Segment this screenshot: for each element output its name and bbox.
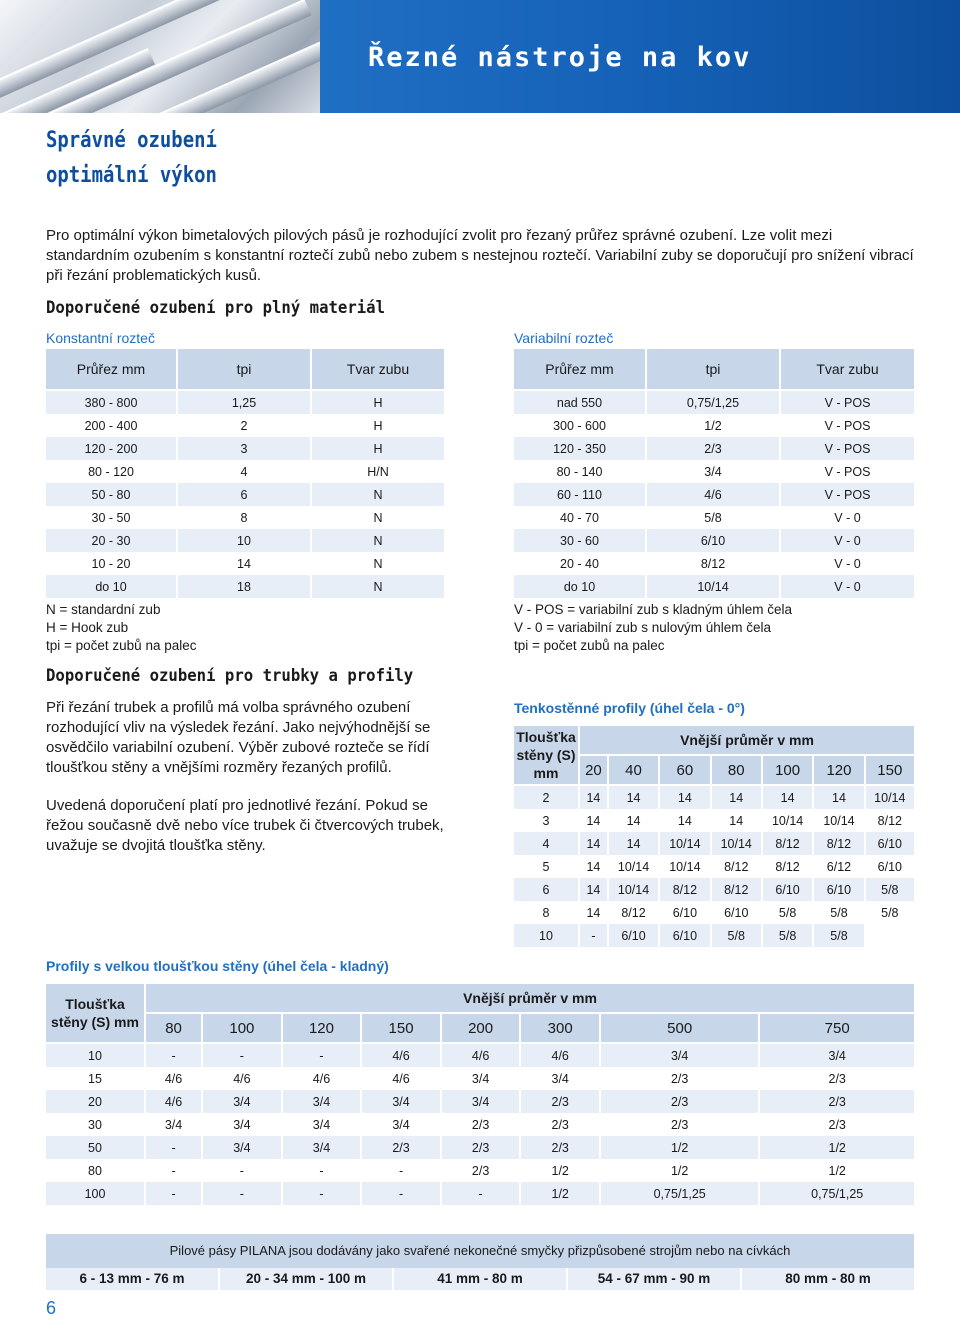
table-cell: 0,75/1,25 <box>760 1182 914 1205</box>
table-cell: 3/4 <box>362 1113 442 1136</box>
legend-h: H = Hook zub <box>46 620 129 635</box>
table-cell: 10/14 <box>763 809 814 832</box>
table-cell: 14 <box>712 809 763 832</box>
table-cell: 1/2 <box>601 1159 760 1182</box>
col-header-tooth-shape: Tvar zubu <box>312 349 444 391</box>
table-row <box>514 460 914 483</box>
table-cell: 14 <box>609 809 660 832</box>
table-cell: - <box>146 1159 203 1182</box>
thin-profiles-label: Tenkostěnné profily (úhel čela - 0°) <box>514 700 745 716</box>
table-cell: 120 - 200 <box>46 437 178 460</box>
col-header-outer-diameter: Vnější průměr v mm <box>580 726 914 756</box>
table-cell: 3/4 <box>203 1136 283 1159</box>
table-row <box>46 552 444 575</box>
table-cell: 2/3 <box>760 1090 914 1113</box>
table-row <box>46 1067 914 1090</box>
table-cell: 3/4 <box>601 1044 760 1067</box>
footer-size-item: 20 - 34 mm - 100 m <box>220 1268 394 1290</box>
table-cell: 3/4 <box>647 460 781 483</box>
table-cell: 200 - 400 <box>46 414 178 437</box>
table-cell: - <box>146 1136 203 1159</box>
table-cell: do 10 <box>46 575 178 598</box>
table-cell: V - POS <box>781 437 914 460</box>
col-header-tpi: tpi <box>178 349 312 391</box>
table-cell: 5/8 <box>866 878 914 901</box>
table-row <box>514 575 914 598</box>
table-cell: H <box>312 437 444 460</box>
table-cell: 14 <box>763 786 814 809</box>
table-row <box>46 506 444 529</box>
table-cell: 30 - 60 <box>514 529 647 552</box>
footer-size-item: 41 mm - 80 m <box>394 1268 568 1290</box>
table-cell: 6/10 <box>647 529 781 552</box>
table-cell: 300 - 600 <box>514 414 647 437</box>
table-cell: 4 <box>514 832 580 855</box>
table-cell: - <box>442 1182 522 1205</box>
table-cell: 14 <box>580 878 609 901</box>
table-cell: 10 <box>514 924 580 947</box>
table-cell: 4/6 <box>647 483 781 506</box>
table-cell: 3/4 <box>146 1113 203 1136</box>
table-cell: 4/6 <box>362 1067 442 1090</box>
heading-line2: optimální výkon <box>46 163 217 188</box>
table-cell: - <box>580 924 609 947</box>
col-header-diameter: 20 <box>580 756 609 786</box>
table-cell: 80 - 120 <box>46 460 178 483</box>
col-header-cross-section: Průřez mm <box>46 349 178 391</box>
table-cell: V - POS <box>781 391 914 414</box>
table-row <box>46 1044 914 1067</box>
table-cell: 5/8 <box>866 901 914 924</box>
table-row <box>46 483 444 506</box>
table-cell: 80 - 140 <box>514 460 647 483</box>
table-cell: 3/4 <box>442 1090 522 1113</box>
table-row <box>514 437 914 460</box>
thin-profiles-table <box>514 726 914 947</box>
table-cell: - <box>283 1182 363 1205</box>
table-row <box>514 414 914 437</box>
table-cell: 8/12 <box>609 901 660 924</box>
table-row <box>514 832 914 855</box>
table-row <box>46 460 444 483</box>
table-cell: 2/3 <box>442 1136 522 1159</box>
col-header-diameter: 60 <box>660 756 711 786</box>
col-header-diameter: 200 <box>442 1014 522 1044</box>
variable-pitch-table <box>514 349 914 598</box>
table-cell: 80 <box>46 1159 146 1182</box>
table-cell: 14 <box>580 901 609 924</box>
table-cell: V - 0 <box>781 506 914 529</box>
footer-sizes-row <box>46 1268 914 1290</box>
col-header-cross-section: Průřez mm <box>514 349 647 391</box>
table-cell: 8/12 <box>712 855 763 878</box>
table-row <box>514 483 914 506</box>
table-cell: 14 <box>660 786 711 809</box>
table-cell: 2/3 <box>760 1113 914 1136</box>
table-cell: 6/10 <box>660 901 711 924</box>
table-cell: 2/3 <box>601 1113 760 1136</box>
col-header-wall-thickness: Tloušťka stěny (S) mm <box>514 726 580 786</box>
table-row <box>46 529 444 552</box>
table-row <box>514 855 914 878</box>
legend-v-pos: V - POS = variabilní zub s kladným úhlem čela <box>514 602 792 617</box>
table-cell: N <box>312 529 444 552</box>
table-cell: 30 - 50 <box>46 506 178 529</box>
table-cell: 14 <box>580 786 609 809</box>
table-cell: 20 - 30 <box>46 529 178 552</box>
table-cell: 8/12 <box>660 878 711 901</box>
page-number: 6 <box>46 1298 57 1318</box>
legend-tpi: tpi = počet zubů na palec <box>514 638 665 653</box>
table-cell: 3/4 <box>283 1113 363 1136</box>
table-cell: 8 <box>514 901 580 924</box>
table-row <box>46 1136 914 1159</box>
table-cell: 1/2 <box>647 414 781 437</box>
col-header-wall-thickness: Tloušťka stěny (S) mm <box>46 984 146 1044</box>
table-cell: H <box>312 391 444 414</box>
table-row <box>46 1159 914 1182</box>
table-cell: 8/12 <box>866 809 914 832</box>
table-cell: 2/3 <box>521 1090 601 1113</box>
thick-profiles-label: Profily s velkou tloušťkou stěny (úhel čela - kladný) <box>46 958 389 974</box>
table-cell: 50 - 80 <box>46 483 178 506</box>
table-cell: 2/3 <box>601 1067 760 1090</box>
table-cell: 6 <box>178 483 312 506</box>
table-row <box>514 901 914 924</box>
table-cell: 4/6 <box>442 1044 522 1067</box>
table-cell: 1/2 <box>760 1159 914 1182</box>
table-cell: 3 <box>178 437 312 460</box>
table-cell: 5/8 <box>763 901 814 924</box>
table-cell: 2/3 <box>601 1090 760 1113</box>
col-header-diameter: 40 <box>609 756 660 786</box>
table-cell: V - 0 <box>781 529 914 552</box>
table-cell: nad 550 <box>514 391 647 414</box>
table-cell: 3/4 <box>203 1113 283 1136</box>
table-cell: 3/4 <box>362 1090 442 1113</box>
table-cell: N <box>312 483 444 506</box>
table-row <box>46 437 444 460</box>
table-cell: N <box>312 552 444 575</box>
table-cell: 3/4 <box>760 1044 914 1067</box>
constant-pitch-label: Konstantní rozteč <box>46 330 155 346</box>
table-cell: 6/10 <box>660 924 711 947</box>
table-cell: H/N <box>312 460 444 483</box>
table-cell: 2/3 <box>442 1113 522 1136</box>
table-row <box>46 414 444 437</box>
legend-n: N = standardní zub <box>46 602 161 617</box>
table-cell: 6/10 <box>866 832 914 855</box>
table-cell: 4/6 <box>362 1044 442 1067</box>
table-cell: 20 <box>46 1090 146 1113</box>
table-row <box>514 786 914 809</box>
table-cell: 2/3 <box>362 1136 442 1159</box>
table-cell: 14 <box>178 552 312 575</box>
col-header-tooth-shape: Tvar zubu <box>781 349 914 391</box>
variable-legend <box>514 601 792 655</box>
intro-paragraph: Pro optimální výkon bimetalových pilových pásů je rozhodující zvolit pro řezaný průřez správné ozubení. Lze volit mezi standardním ozubením s konstantní roztečí zubů nebo zubem s nestejnou roztečí. Variabilní zuby se doporučují pro snížení vibrací při řezání problematických kusů. <box>46 227 914 284</box>
table-row <box>46 1182 914 1205</box>
table-cell: V - POS <box>781 414 914 437</box>
col-header-diameter: 150 <box>866 756 914 786</box>
table-cell: - <box>203 1182 283 1205</box>
col-header-diameter: 80 <box>712 756 763 786</box>
table-cell: 3/4 <box>203 1090 283 1113</box>
table-cell: 10/14 <box>660 832 711 855</box>
table-cell: 3 <box>514 809 580 832</box>
table-cell: 8/12 <box>814 832 865 855</box>
table-cell: 18 <box>178 575 312 598</box>
table-row <box>46 575 444 598</box>
footer-note: Pilové pásy PILANA jsou dodávány jako svařené nekonečné smyčky přizpůsobené strojům nebo na cívkách <box>46 1234 914 1268</box>
table-cell: 10/14 <box>609 855 660 878</box>
table-row <box>514 506 914 529</box>
col-header-diameter: 80 <box>146 1014 203 1044</box>
table-cell: 6/10 <box>814 878 865 901</box>
header-photo-saw-blades <box>0 0 320 113</box>
solid-section-title: Doporučené ozubení pro plný materiál <box>46 298 385 318</box>
table-cell: 2 <box>178 414 312 437</box>
table-cell: - <box>283 1159 363 1182</box>
col-header-diameter: 120 <box>283 1014 363 1044</box>
table-cell: 0,75/1,25 <box>601 1182 760 1205</box>
table-cell: 6/10 <box>763 878 814 901</box>
legend-tpi: tpi = počet zubů na palec <box>46 638 197 653</box>
table-cell: N <box>312 575 444 598</box>
table-row <box>46 391 444 414</box>
table-cell: 4/6 <box>521 1044 601 1067</box>
table-cell: 40 - 70 <box>514 506 647 529</box>
table-cell: 8/12 <box>647 552 781 575</box>
table-cell: - <box>362 1159 442 1182</box>
table-cell: H <box>312 414 444 437</box>
footer-size-item: 6 - 13 mm - 76 m <box>46 1268 220 1290</box>
page-title: Řezné nástroje na kov <box>368 42 752 73</box>
heading-line1: Správné ozubení <box>46 128 217 153</box>
table-cell: 10/14 <box>866 786 914 809</box>
table-cell: 100 <box>46 1182 146 1205</box>
table-cell: 0,75/1,25 <box>647 391 781 414</box>
constant-legend <box>46 601 196 655</box>
table-cell: do 10 <box>514 575 647 598</box>
table-cell: 14 <box>580 855 609 878</box>
table-row <box>46 1090 914 1113</box>
table-cell: 4/6 <box>146 1067 203 1090</box>
table-cell: 6/12 <box>814 855 865 878</box>
table-cell: 2 <box>514 786 580 809</box>
table-cell: 10 - 20 <box>46 552 178 575</box>
table-cell: - <box>146 1182 203 1205</box>
table-cell: 5/8 <box>814 924 865 947</box>
table-cell: 1/2 <box>760 1136 914 1159</box>
table-cell: 10/14 <box>712 832 763 855</box>
table-cell: 1/2 <box>601 1136 760 1159</box>
table-cell: V - POS <box>781 483 914 506</box>
table-cell: 3/4 <box>283 1090 363 1113</box>
tubes-paragraph-2: Uvedená doporučení platí pro jednotlivé řezání. Pokud se řežou současně dvě nebo více trubek či čtvercových trubek, uvažuje se dvojitá tloušťka stěny. <box>46 797 444 854</box>
col-header-diameter: 500 <box>601 1014 760 1044</box>
col-header-diameter: 750 <box>760 1014 914 1044</box>
table-cell: 14 <box>580 809 609 832</box>
table-cell: 4 <box>178 460 312 483</box>
table-cell: 5 <box>514 855 580 878</box>
table-cell: 10/14 <box>814 809 865 832</box>
col-header-outer-diameter: Vnější průměr v mm <box>146 984 914 1014</box>
table-row <box>46 1113 914 1136</box>
table-cell: V - POS <box>781 460 914 483</box>
table-cell: 50 <box>46 1136 146 1159</box>
table-cell: - <box>283 1044 363 1067</box>
table-cell: 6 <box>514 878 580 901</box>
table-cell: 5/8 <box>763 924 814 947</box>
table-cell: 15 <box>46 1067 146 1090</box>
table-cell: 5/8 <box>814 901 865 924</box>
table-cell: 1/2 <box>521 1159 601 1182</box>
table-cell: 10/14 <box>609 878 660 901</box>
table-cell: 2/3 <box>521 1113 601 1136</box>
tubes-section-title: Doporučené ozubení pro trubky a profily <box>46 666 414 686</box>
table-row <box>514 924 914 947</box>
table-cell: 14 <box>609 786 660 809</box>
table-cell: 8/12 <box>763 855 814 878</box>
table-row <box>514 552 914 575</box>
table-row <box>514 391 914 414</box>
constant-pitch-table <box>46 349 444 598</box>
table-cell: 3/4 <box>442 1067 522 1090</box>
table-cell: 8/12 <box>763 832 814 855</box>
col-header-diameter: 120 <box>814 756 865 786</box>
table-cell: 2/3 <box>760 1067 914 1090</box>
table-cell: - <box>203 1159 283 1182</box>
table-cell: 10 <box>178 529 312 552</box>
table-cell: 2/3 <box>521 1136 601 1159</box>
thick-profiles-table <box>46 984 914 1205</box>
variable-pitch-label: Variabilní rozteč <box>514 330 614 346</box>
table-cell: 120 - 350 <box>514 437 647 460</box>
table-row <box>514 878 914 901</box>
tubes-paragraph-1: Při řezání trubek a profilů má volba správného ozubení rozhodující vliv na výsledek řezání. Jako nejvýhodnější se osvědčilo variabilní ozubení. Výběr zubové rozteče se řídí tloušťkou stěny a vnějšími rozměry řezaných profilů. <box>46 699 431 776</box>
table-cell: 14 <box>712 786 763 809</box>
table-cell: 10 <box>46 1044 146 1067</box>
table-cell: 14 <box>580 832 609 855</box>
table-cell: - <box>203 1044 283 1067</box>
table-cell: - <box>362 1182 442 1205</box>
table-cell: V - 0 <box>781 575 914 598</box>
table-cell: 30 <box>46 1113 146 1136</box>
table-cell: 14 <box>814 786 865 809</box>
table-row <box>514 529 914 552</box>
table-cell: N <box>312 506 444 529</box>
table-cell: 10/14 <box>647 575 781 598</box>
table-cell: 380 - 800 <box>46 391 178 414</box>
col-header-diameter: 100 <box>763 756 814 786</box>
table-cell: 6/10 <box>712 901 763 924</box>
footer-size-item: 80 mm - 80 m <box>785 1271 871 1286</box>
table-cell: 3/4 <box>521 1067 601 1090</box>
table-cell: 2/3 <box>442 1159 522 1182</box>
table-cell: 14 <box>660 809 711 832</box>
col-header-diameter: 300 <box>521 1014 601 1044</box>
table-cell: - <box>146 1044 203 1067</box>
col-header-tpi: tpi <box>647 349 781 391</box>
footer-size-item: 54 - 67 mm - 90 m <box>568 1268 742 1290</box>
table-cell: 10/14 <box>660 855 711 878</box>
table-cell: 8 <box>178 506 312 529</box>
table-cell: 6/10 <box>609 924 660 947</box>
table-cell: 20 - 40 <box>514 552 647 575</box>
table-cell: 4/6 <box>203 1067 283 1090</box>
table-cell: 3/4 <box>283 1136 363 1159</box>
table-cell: 5/8 <box>647 506 781 529</box>
table-cell: 1,25 <box>178 391 312 414</box>
col-header-diameter: 150 <box>362 1014 442 1044</box>
table-cell: 5/8 <box>712 924 763 947</box>
table-cell: 4/6 <box>283 1067 363 1090</box>
table-cell: 8/12 <box>712 878 763 901</box>
table-cell: 1/2 <box>521 1182 601 1205</box>
table-cell: 14 <box>609 832 660 855</box>
table-cell: 6/10 <box>866 855 914 878</box>
table-row <box>514 809 914 832</box>
legend-v-0: V - 0 = variabilní zub s nulovým úhlem čela <box>514 620 771 635</box>
table-cell: 2/3 <box>647 437 781 460</box>
table-cell: V - 0 <box>781 552 914 575</box>
table-cell <box>866 924 914 947</box>
table-cell: 4/6 <box>146 1090 203 1113</box>
table-cell: 60 - 110 <box>514 483 647 506</box>
col-header-diameter: 100 <box>203 1014 283 1044</box>
